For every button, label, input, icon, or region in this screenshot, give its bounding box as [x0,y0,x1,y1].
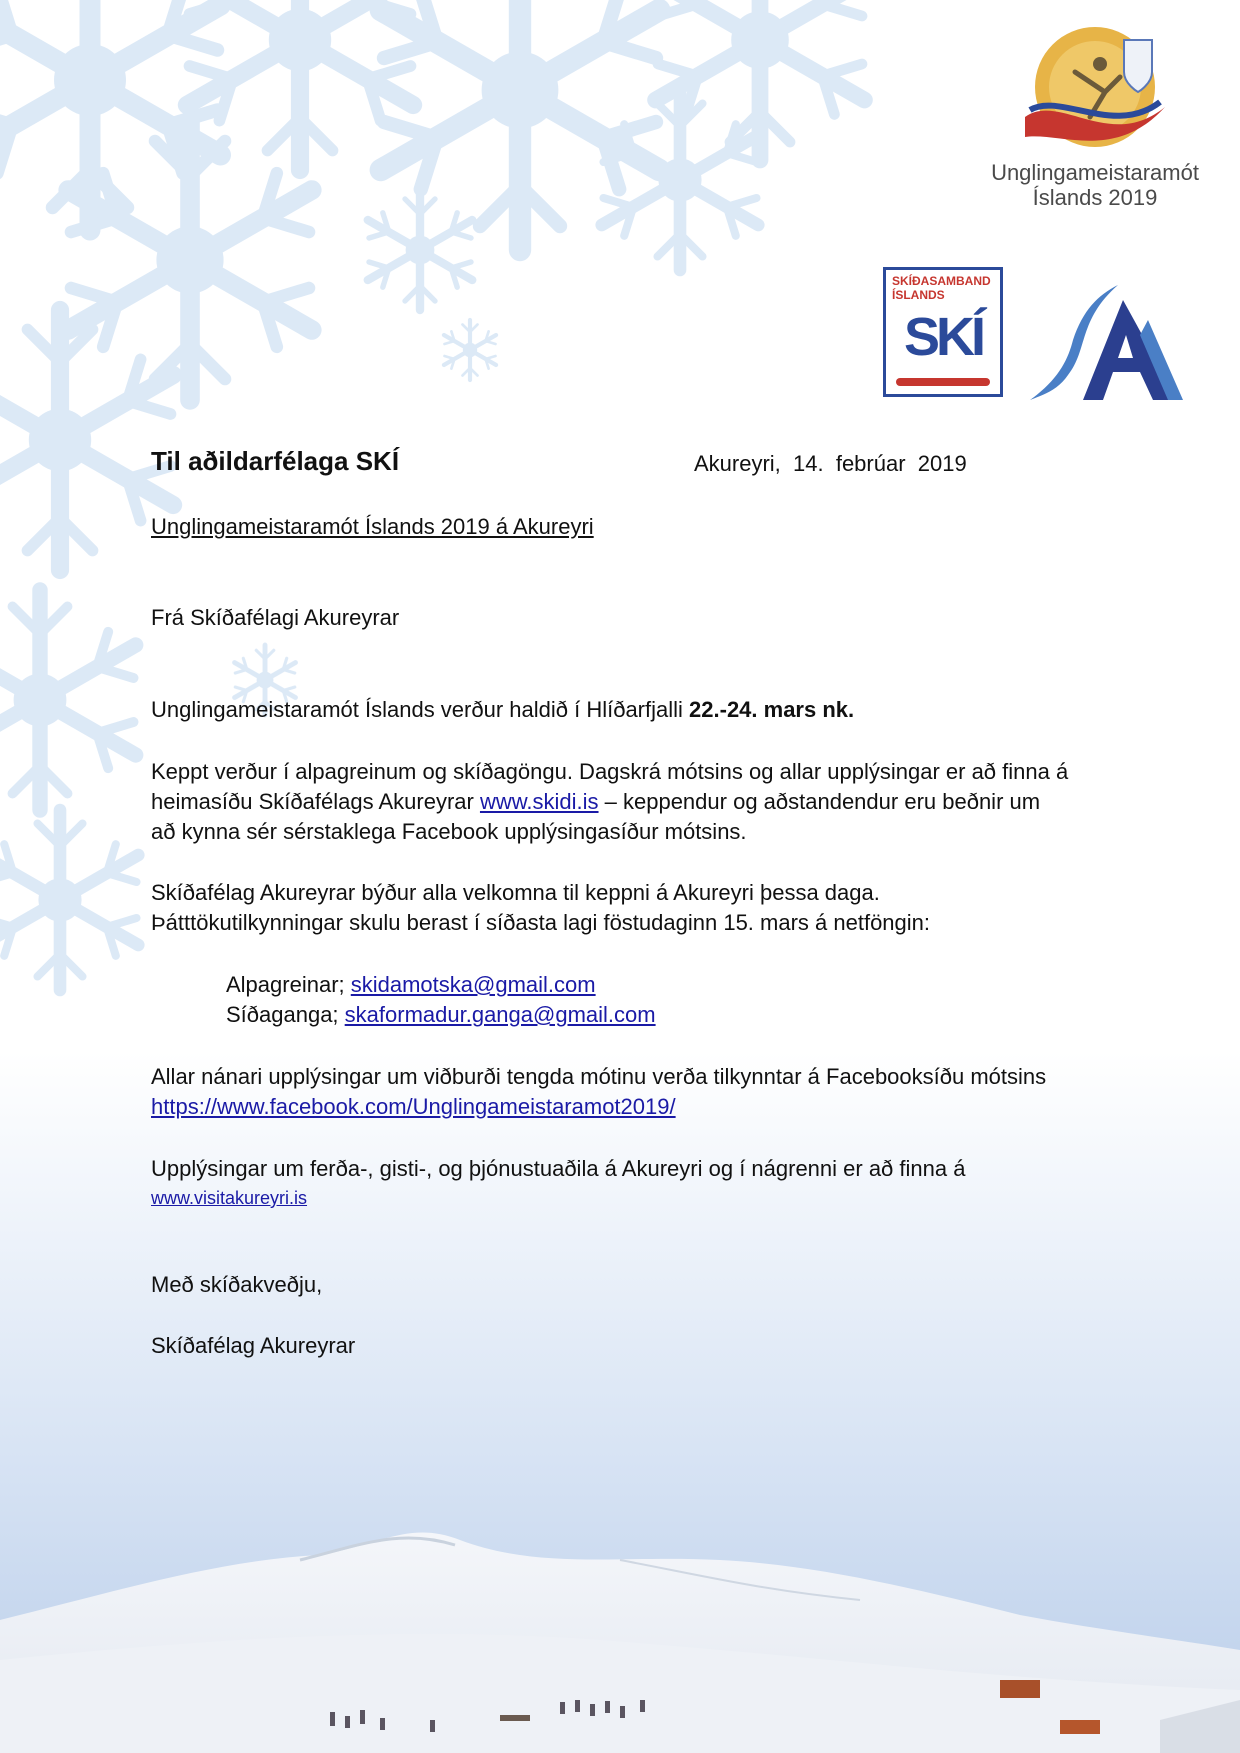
event-dates: 22.-24. mars nk. [689,697,855,722]
paragraph-4-line-2 [151,1092,676,1122]
letter-subject: Unglingameistaramót Íslands 2019 á Akureyri [151,514,594,539]
skidi-link[interactable]: www.skidi.is [479,789,599,814]
nordic-label: Síðaganga; [226,1002,345,1027]
paragraph-1 [151,695,854,725]
paragraph-5-line-1: Upplýsingar um ferða-, gisti-, og þjónustuaðila á Akureyri og í nágrenni er að finna á [151,1156,966,1181]
paragraph-2-line-2 [151,787,1040,817]
letter-date: Akureyri, 14. febrúar 2019 [694,451,967,476]
addressee: Til aðildarfélaga SKÍ [151,446,400,476]
event-logo-line2: Íslands 2019 [1032,185,1158,210]
paragraph-3-line-1: Skíðafélag Akureyrar býður alla velkomna til keppni á Akureyri þessa daga. [151,880,880,905]
alpine-email-link[interactable]: skidamotska@gmail.com [350,972,596,997]
ski-club-logo [1028,280,1188,405]
event-logo-line1: Unglingameistaramót [991,160,1199,185]
alpine-contact [226,970,596,1000]
paragraph-2-text-post: – keppendur og aðstandendur eru beðnir um [598,789,1041,814]
alpine-label: Alpagreinar; [226,972,351,997]
paragraph-3-line-2: Þátttökutilkynningar skulu berast í síðasta lagi föstudaginn 15. mars á netföngin: [151,910,931,935]
ski-logo-line2: ÍSLANDS [892,288,945,302]
facebook-link[interactable]: https://www.facebook.com/Unglingameistaramot2019/ [151,1094,676,1119]
paragraph-1-text: Unglingameistaramót Íslands verður haldið í Hlíðarfjalli [151,697,690,722]
event-logo [1020,22,1170,162]
paragraph-4-line-1: Allar nánari upplýsingar um viðburði tengda mótinu verða tilkynntar á Facebooksíðu mótsins [151,1064,1047,1089]
paragraph-2-line-1: Keppt verður í alpagreinum og skíðagöngu. Dagskrá mótsins og allar upplýsingar er að finna á [151,759,1069,784]
nordic-contact [226,1000,656,1030]
closing: Með skíðakveðju, [151,1272,323,1297]
paragraph-2-line-3: að kynna sér sérstaklega Facebook upplýsingasíður mótsins. [151,819,747,844]
event-logo-text [980,160,1210,210]
nordic-email-link[interactable]: skaformadur.ganga@gmail.com [344,1002,656,1027]
ski-logo-line1: SKÍÐASAMBAND [892,274,991,288]
signature: Skíðafélag Akureyrar [151,1333,356,1358]
paragraph-2-text-pre: heimasíðu Skíðafélags Akureyrar [151,789,480,814]
visitakureyri-link[interactable]: www.visitakureyri.is [151,1188,308,1208]
letter-from: Frá Skíðafélagi Akureyrar [151,605,400,630]
paragraph-5-line-2 [151,1183,307,1213]
ski-federation-logo [883,267,1003,397]
ski-logo-mark: SKÍ [903,307,983,367]
